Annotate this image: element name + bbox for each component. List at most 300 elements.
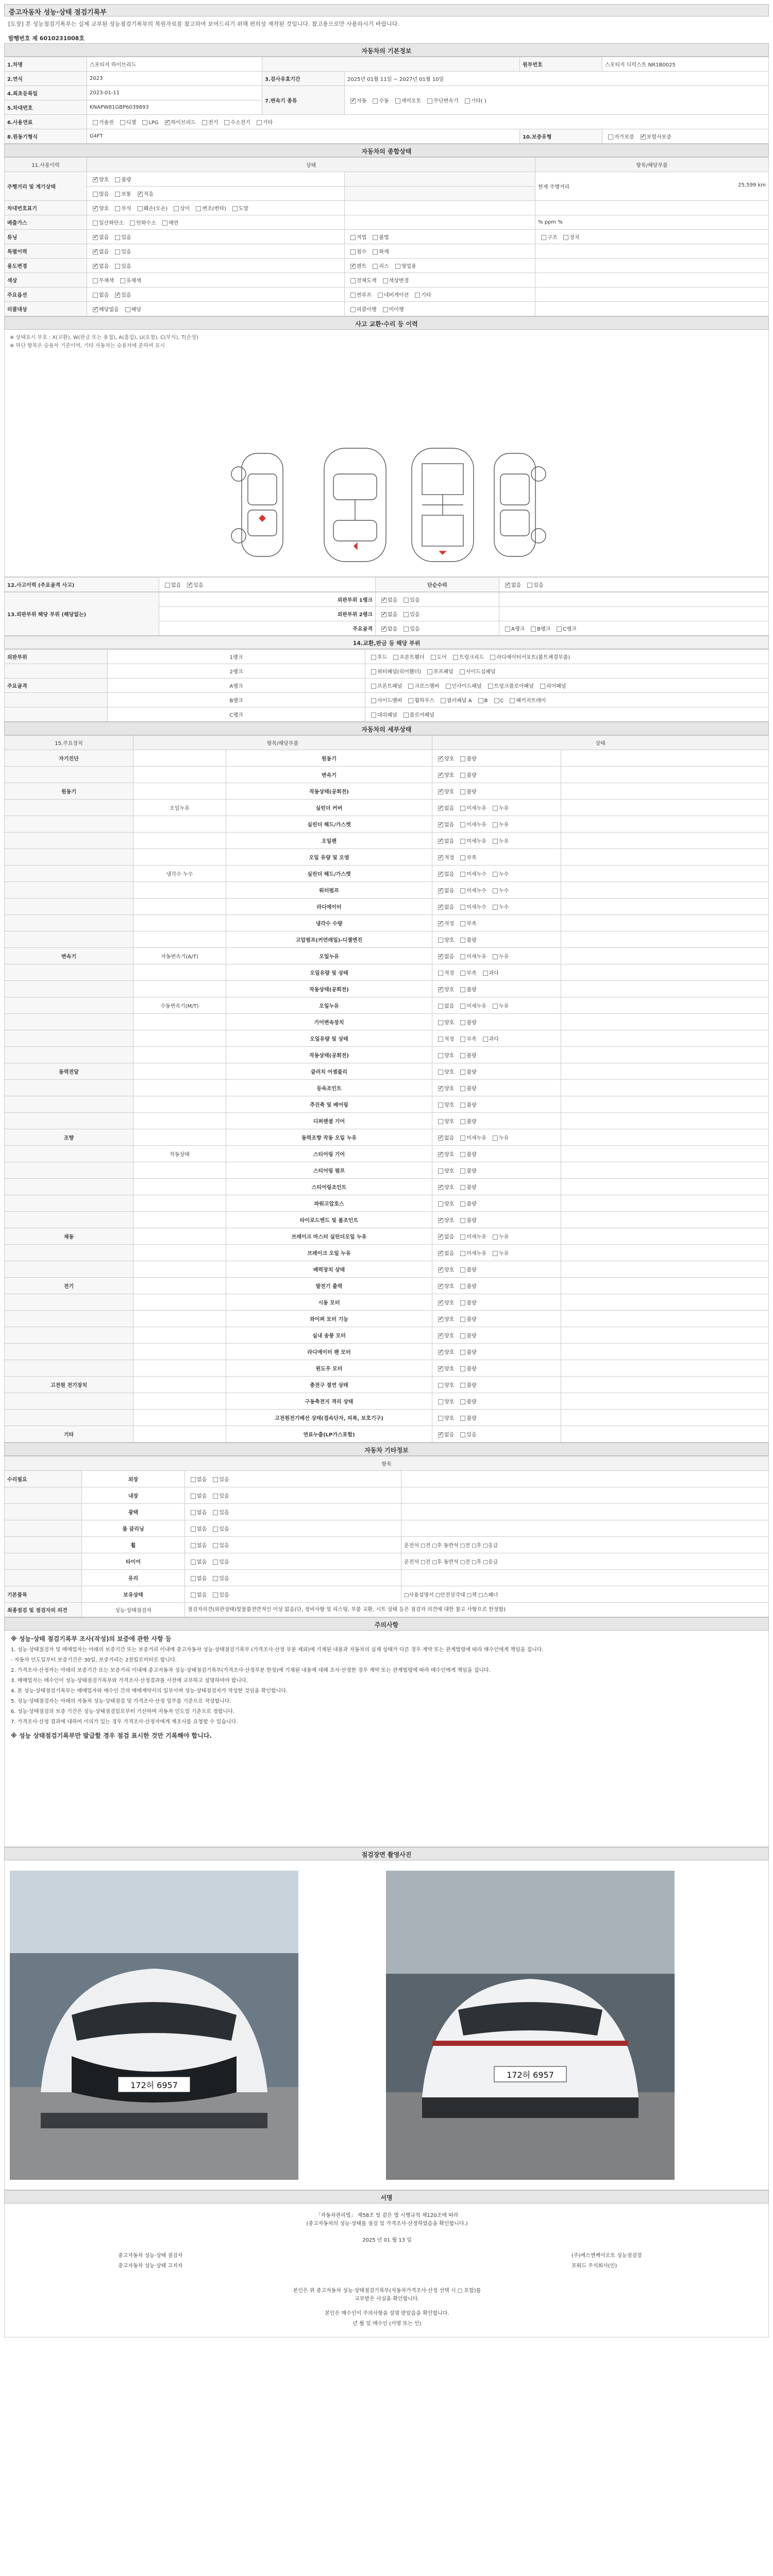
checkbox-icon[interactable] bbox=[191, 1527, 196, 1532]
checkbox-icon[interactable] bbox=[438, 1119, 443, 1124]
checkbox-icon[interactable] bbox=[404, 713, 409, 718]
checkbox-icon[interactable] bbox=[460, 806, 465, 811]
checkbox-icon[interactable] bbox=[383, 307, 388, 312]
parts-option[interactable] bbox=[485, 682, 534, 689]
detail-option[interactable] bbox=[457, 1265, 476, 1273]
main-frame-rank-option[interactable] bbox=[502, 624, 525, 632]
checkbox-icon[interactable] bbox=[460, 669, 465, 674]
checkbox-icon[interactable] bbox=[505, 626, 510, 632]
detail-option[interactable] bbox=[457, 1018, 476, 1026]
checkbox-icon[interactable] bbox=[373, 235, 378, 240]
checkbox-icon[interactable] bbox=[438, 1070, 443, 1075]
checkbox-icon[interactable] bbox=[115, 206, 120, 211]
parts-option[interactable] bbox=[424, 667, 453, 675]
checkbox-icon[interactable] bbox=[93, 278, 98, 283]
checkbox-icon[interactable] bbox=[115, 293, 120, 298]
checkbox-icon[interactable] bbox=[438, 1086, 443, 1091]
general-sub-option[interactable] bbox=[392, 262, 416, 269]
parts-option[interactable] bbox=[368, 682, 402, 689]
detail-option[interactable] bbox=[435, 1282, 454, 1290]
detail-option[interactable] bbox=[490, 804, 509, 811]
checkbox-icon[interactable] bbox=[191, 1494, 196, 1499]
checkbox-icon[interactable] bbox=[371, 655, 376, 660]
checkbox-icon[interactable] bbox=[138, 192, 143, 197]
parts-option[interactable] bbox=[537, 682, 566, 689]
checkbox-icon[interactable] bbox=[460, 921, 465, 926]
checkbox-icon[interactable] bbox=[483, 1037, 488, 1042]
checkbox-icon[interactable] bbox=[213, 1494, 218, 1499]
detail-option[interactable] bbox=[435, 820, 454, 828]
checkbox-icon[interactable] bbox=[488, 684, 493, 689]
checkbox-icon[interactable] bbox=[460, 1152, 465, 1157]
general-sub-option[interactable] bbox=[369, 247, 389, 255]
checkbox-icon[interactable] bbox=[395, 98, 400, 104]
checkbox-icon[interactable] bbox=[438, 1399, 443, 1404]
detail-option[interactable] bbox=[457, 1035, 476, 1042]
checkbox-icon[interactable] bbox=[460, 938, 465, 943]
checkbox-icon[interactable] bbox=[373, 249, 378, 255]
checkbox-icon[interactable] bbox=[460, 1185, 465, 1190]
checkbox-icon[interactable] bbox=[438, 954, 443, 959]
general-sub-option[interactable] bbox=[380, 305, 404, 313]
parts-option[interactable] bbox=[443, 682, 482, 689]
checkbox-icon[interactable] bbox=[460, 773, 465, 778]
detail-option[interactable] bbox=[435, 1364, 454, 1372]
detail-option[interactable] bbox=[435, 919, 454, 927]
checkbox-icon[interactable] bbox=[541, 235, 546, 240]
parts-option[interactable] bbox=[405, 696, 434, 704]
checkbox-icon[interactable] bbox=[438, 1020, 443, 1025]
checkbox-icon[interactable] bbox=[438, 822, 443, 827]
checkbox-icon[interactable] bbox=[438, 1037, 443, 1042]
checkbox-icon[interactable] bbox=[460, 1300, 465, 1306]
general-option[interactable] bbox=[127, 218, 156, 226]
checkbox-icon[interactable] bbox=[213, 1560, 218, 1565]
detail-option[interactable] bbox=[457, 919, 476, 927]
transmission-option[interactable] bbox=[347, 96, 366, 104]
checkbox-icon[interactable] bbox=[493, 839, 498, 844]
detail-option[interactable] bbox=[490, 952, 509, 960]
checkbox-icon[interactable] bbox=[381, 598, 386, 603]
detail-option[interactable] bbox=[457, 1430, 476, 1438]
mileage-option[interactable] bbox=[90, 190, 109, 197]
checkbox-icon[interactable] bbox=[162, 221, 167, 226]
checkbox-icon[interactable] bbox=[213, 1592, 218, 1598]
checkbox-icon[interactable] bbox=[257, 120, 262, 125]
parts-option[interactable] bbox=[428, 653, 447, 660]
general-option[interactable] bbox=[112, 247, 131, 255]
checkbox-icon[interactable] bbox=[460, 1234, 465, 1240]
general-option[interactable] bbox=[122, 305, 141, 313]
detail-option[interactable] bbox=[435, 1298, 454, 1306]
checkbox-icon[interactable] bbox=[138, 206, 143, 211]
checkbox-icon[interactable] bbox=[191, 1560, 196, 1565]
checkbox-icon[interactable] bbox=[438, 1218, 443, 1223]
detail-option[interactable] bbox=[457, 1100, 476, 1108]
general-option[interactable] bbox=[229, 204, 248, 212]
detail-option[interactable] bbox=[435, 886, 454, 894]
checkbox-icon[interactable] bbox=[460, 1251, 465, 1256]
general-sub-option[interactable] bbox=[347, 291, 372, 298]
detail-option[interactable] bbox=[435, 1035, 454, 1042]
detail-option[interactable] bbox=[490, 1232, 509, 1240]
parts-option[interactable] bbox=[368, 653, 387, 660]
mileage-option[interactable] bbox=[112, 190, 131, 197]
checkbox-icon[interactable] bbox=[460, 1020, 465, 1025]
detail-option[interactable] bbox=[457, 1117, 476, 1125]
main-frame-rank-option[interactable] bbox=[553, 624, 576, 632]
checkbox-icon[interactable] bbox=[478, 698, 483, 703]
detail-option[interactable] bbox=[435, 1397, 454, 1405]
checkbox-icon[interactable] bbox=[641, 134, 646, 140]
checkbox-icon[interactable] bbox=[438, 1251, 443, 1256]
checkbox-icon[interactable] bbox=[460, 905, 465, 910]
checkbox-icon[interactable] bbox=[438, 1267, 443, 1273]
checkbox-icon[interactable] bbox=[438, 855, 443, 860]
checkbox-icon[interactable] bbox=[493, 806, 498, 811]
detail-option[interactable] bbox=[457, 886, 486, 894]
checkbox-icon[interactable] bbox=[465, 98, 470, 104]
detail-option[interactable] bbox=[480, 1035, 499, 1042]
checkbox-icon[interactable] bbox=[460, 1317, 465, 1322]
detail-option[interactable] bbox=[457, 771, 476, 778]
checkbox-icon[interactable] bbox=[350, 278, 356, 283]
general-option[interactable] bbox=[90, 247, 109, 255]
checkbox-icon[interactable] bbox=[483, 971, 488, 976]
detail-option[interactable] bbox=[457, 1249, 486, 1257]
detail-option[interactable] bbox=[435, 1265, 454, 1273]
rank2-option[interactable] bbox=[378, 610, 397, 618]
parts-option[interactable] bbox=[368, 696, 402, 704]
checkbox-icon[interactable] bbox=[115, 235, 120, 240]
checkbox-icon[interactable] bbox=[427, 669, 432, 674]
checkbox-icon[interactable] bbox=[493, 822, 498, 827]
checkbox-icon[interactable] bbox=[395, 264, 400, 269]
checkbox-icon[interactable] bbox=[191, 1576, 196, 1581]
other-option[interactable] bbox=[210, 1508, 229, 1516]
checkbox-icon[interactable] bbox=[213, 1543, 218, 1548]
checkbox-icon[interactable] bbox=[460, 1037, 465, 1042]
general-option[interactable] bbox=[90, 291, 109, 298]
checkbox-icon[interactable] bbox=[213, 1477, 218, 1482]
detail-option[interactable] bbox=[457, 952, 486, 960]
checkbox-icon[interactable] bbox=[493, 1004, 498, 1009]
checkbox-icon[interactable] bbox=[460, 971, 465, 976]
checkbox-icon[interactable] bbox=[493, 1136, 498, 1141]
checkbox-icon[interactable] bbox=[438, 1234, 443, 1240]
checkbox-icon[interactable] bbox=[431, 655, 436, 660]
parts-option[interactable] bbox=[368, 710, 397, 718]
detail-option[interactable] bbox=[435, 1232, 454, 1240]
checkbox-icon[interactable] bbox=[174, 206, 179, 211]
detail-option[interactable] bbox=[457, 820, 486, 828]
checkbox-icon[interactable] bbox=[438, 1152, 443, 1157]
checkbox-icon[interactable] bbox=[404, 626, 409, 632]
detail-option[interactable] bbox=[480, 969, 499, 976]
fuel-option[interactable] bbox=[162, 118, 196, 126]
checkbox-icon[interactable] bbox=[438, 789, 443, 794]
detail-option[interactable] bbox=[457, 837, 486, 844]
checkbox-icon[interactable] bbox=[438, 905, 443, 910]
checkbox-icon[interactable] bbox=[115, 177, 120, 182]
checkbox-icon[interactable] bbox=[438, 1004, 443, 1009]
other-option[interactable] bbox=[210, 1557, 229, 1565]
checkbox-icon[interactable] bbox=[408, 698, 413, 703]
rank1-option[interactable] bbox=[400, 596, 419, 603]
checkbox-icon[interactable] bbox=[371, 669, 376, 674]
transmission-option[interactable] bbox=[392, 96, 422, 104]
checkbox-icon[interactable] bbox=[350, 249, 356, 255]
checkbox-icon[interactable] bbox=[460, 1432, 465, 1437]
detail-option[interactable] bbox=[457, 936, 476, 943]
detail-option[interactable] bbox=[457, 1067, 476, 1075]
detail-option[interactable] bbox=[457, 754, 476, 762]
checkbox-icon[interactable] bbox=[493, 888, 498, 893]
checkbox-icon[interactable] bbox=[608, 134, 613, 140]
parts-option[interactable] bbox=[475, 698, 488, 704]
checkbox-icon[interactable] bbox=[493, 1234, 498, 1240]
general-sub2-option[interactable] bbox=[538, 233, 557, 241]
checkbox-icon[interactable] bbox=[438, 987, 443, 992]
checkbox-icon[interactable] bbox=[120, 120, 125, 125]
checkbox-icon[interactable] bbox=[460, 1333, 465, 1338]
fuel-option[interactable] bbox=[221, 118, 250, 126]
checkbox-icon[interactable] bbox=[165, 583, 170, 588]
detail-option[interactable] bbox=[435, 1348, 454, 1355]
detail-option[interactable] bbox=[457, 1331, 476, 1339]
checkbox-icon[interactable] bbox=[438, 1383, 443, 1388]
detail-option[interactable] bbox=[457, 1414, 476, 1421]
checkbox-icon[interactable] bbox=[213, 1527, 218, 1532]
detail-option[interactable] bbox=[435, 952, 454, 960]
checkbox-icon[interactable] bbox=[191, 1592, 196, 1598]
checkbox-icon[interactable] bbox=[438, 1284, 443, 1289]
other-option[interactable] bbox=[188, 1590, 207, 1598]
simple-repair-option[interactable] bbox=[524, 581, 543, 588]
detail-option[interactable] bbox=[435, 1018, 454, 1026]
checkbox-icon[interactable] bbox=[93, 120, 98, 125]
checkbox-icon[interactable] bbox=[213, 1576, 218, 1581]
detail-option[interactable] bbox=[435, 1331, 454, 1339]
checkbox-icon[interactable] bbox=[441, 698, 446, 703]
detail-option[interactable] bbox=[457, 1298, 476, 1306]
checkbox-icon[interactable] bbox=[438, 971, 443, 976]
other-option[interactable] bbox=[188, 1557, 207, 1565]
parts-option[interactable] bbox=[491, 698, 504, 704]
checkbox-icon[interactable] bbox=[527, 583, 532, 588]
checkbox-icon[interactable] bbox=[505, 583, 510, 588]
general-sub-option[interactable] bbox=[369, 262, 389, 269]
checkbox-icon[interactable] bbox=[404, 598, 409, 603]
general-option[interactable] bbox=[112, 204, 131, 212]
checkbox-icon[interactable] bbox=[350, 98, 356, 104]
detail-option[interactable] bbox=[457, 1282, 476, 1290]
checkbox-icon[interactable] bbox=[415, 293, 420, 298]
checkbox-icon[interactable] bbox=[187, 583, 192, 588]
checkbox-icon[interactable] bbox=[371, 698, 376, 703]
checkbox-icon[interactable] bbox=[93, 192, 98, 197]
checkbox-icon[interactable] bbox=[490, 655, 495, 660]
checkbox-icon[interactable] bbox=[383, 278, 388, 283]
detail-option[interactable] bbox=[435, 1183, 454, 1191]
checkbox-icon[interactable] bbox=[438, 872, 443, 877]
detail-option[interactable] bbox=[435, 1414, 454, 1421]
detail-option[interactable] bbox=[435, 1067, 454, 1075]
parts-option[interactable] bbox=[487, 653, 570, 660]
checkbox-icon[interactable] bbox=[460, 954, 465, 959]
checkbox-icon[interactable] bbox=[120, 278, 125, 283]
accident-option[interactable] bbox=[184, 581, 203, 588]
detail-option[interactable] bbox=[457, 787, 476, 795]
detail-option[interactable] bbox=[457, 1133, 486, 1141]
checkbox-icon[interactable] bbox=[438, 806, 443, 811]
transmission-option[interactable] bbox=[424, 96, 458, 104]
accident-option[interactable] bbox=[162, 581, 181, 588]
checkbox-icon[interactable] bbox=[438, 1103, 443, 1108]
checkbox-icon[interactable] bbox=[460, 1070, 465, 1075]
detail-option[interactable] bbox=[457, 969, 476, 976]
checkbox-icon[interactable] bbox=[460, 1416, 465, 1421]
checkbox-icon[interactable] bbox=[493, 1251, 498, 1256]
parts-option[interactable] bbox=[405, 682, 439, 689]
checkbox-icon[interactable] bbox=[438, 1201, 443, 1207]
detail-option[interactable] bbox=[457, 1397, 476, 1405]
general-option[interactable] bbox=[112, 262, 131, 269]
other-option[interactable] bbox=[210, 1590, 229, 1598]
checkbox-icon[interactable] bbox=[460, 1103, 465, 1108]
detail-option[interactable] bbox=[457, 1199, 476, 1207]
checkbox-icon[interactable] bbox=[493, 905, 498, 910]
detail-option[interactable] bbox=[435, 903, 454, 910]
checkbox-icon[interactable] bbox=[232, 206, 238, 211]
checkbox-icon[interactable] bbox=[196, 206, 201, 211]
detail-option[interactable] bbox=[435, 1150, 454, 1158]
checkbox-icon[interactable] bbox=[460, 1053, 465, 1058]
rank2-option[interactable] bbox=[400, 610, 419, 618]
general-sub-option[interactable] bbox=[347, 262, 366, 269]
checkbox-icon[interactable] bbox=[408, 684, 413, 689]
other-option[interactable] bbox=[188, 1541, 207, 1549]
other-option[interactable] bbox=[210, 1541, 229, 1549]
general-option[interactable] bbox=[135, 204, 167, 212]
parts-option[interactable] bbox=[400, 710, 434, 718]
checkbox-icon[interactable] bbox=[438, 1185, 443, 1190]
detail-option[interactable] bbox=[457, 1183, 476, 1191]
general-option[interactable] bbox=[117, 276, 141, 284]
checkbox-icon[interactable] bbox=[460, 1267, 465, 1273]
checkbox-icon[interactable] bbox=[191, 1510, 196, 1515]
detail-option[interactable] bbox=[457, 1166, 476, 1174]
checkbox-icon[interactable] bbox=[381, 612, 386, 617]
checkbox-icon[interactable] bbox=[224, 120, 229, 125]
parts-option[interactable] bbox=[438, 696, 472, 704]
checkbox-icon[interactable] bbox=[93, 293, 98, 298]
other-option[interactable] bbox=[210, 1492, 229, 1499]
checkbox-icon[interactable] bbox=[438, 1317, 443, 1322]
checkbox-icon[interactable] bbox=[93, 177, 98, 182]
detail-option[interactable] bbox=[457, 853, 476, 861]
checkbox-icon[interactable] bbox=[460, 1383, 465, 1388]
checkbox-icon[interactable] bbox=[438, 1350, 443, 1355]
checkbox-icon[interactable] bbox=[438, 921, 443, 926]
checkbox-icon[interactable] bbox=[130, 221, 135, 226]
checkbox-icon[interactable] bbox=[460, 1086, 465, 1091]
detail-option[interactable] bbox=[490, 903, 509, 910]
detail-option[interactable] bbox=[435, 837, 454, 844]
parts-option[interactable] bbox=[457, 667, 496, 675]
checkbox-icon[interactable] bbox=[460, 1350, 465, 1355]
general-option[interactable] bbox=[90, 204, 109, 212]
other-option[interactable] bbox=[188, 1524, 207, 1532]
checkbox-icon[interactable] bbox=[438, 938, 443, 943]
other-option[interactable] bbox=[188, 1475, 207, 1483]
detail-option[interactable] bbox=[435, 1199, 454, 1207]
checkbox-icon[interactable] bbox=[438, 1053, 443, 1058]
detail-option[interactable] bbox=[490, 1133, 509, 1141]
checkbox-icon[interactable] bbox=[438, 1333, 443, 1338]
checkbox-icon[interactable] bbox=[202, 120, 207, 125]
general-sub-option[interactable] bbox=[347, 305, 377, 313]
checkbox-icon[interactable] bbox=[438, 1416, 443, 1421]
general-sub2-option[interactable] bbox=[560, 233, 579, 241]
general-option[interactable] bbox=[90, 218, 124, 226]
other-option[interactable] bbox=[210, 1574, 229, 1582]
detail-option[interactable] bbox=[457, 1002, 486, 1009]
general-sub-option[interactable] bbox=[347, 276, 377, 284]
warranty-option[interactable] bbox=[637, 132, 671, 140]
main-frame-option[interactable] bbox=[400, 624, 419, 632]
checkbox-icon[interactable] bbox=[460, 1136, 465, 1141]
detail-option[interactable] bbox=[490, 1249, 509, 1257]
checkbox-icon[interactable] bbox=[460, 839, 465, 844]
detail-option[interactable] bbox=[435, 1381, 454, 1388]
detail-option[interactable] bbox=[435, 754, 454, 762]
general-sub-option[interactable] bbox=[375, 291, 409, 298]
other-option[interactable] bbox=[188, 1574, 207, 1582]
fuel-option[interactable] bbox=[90, 118, 114, 126]
checkbox-icon[interactable] bbox=[438, 1136, 443, 1141]
general-sub-option[interactable] bbox=[347, 247, 366, 255]
checkbox-icon[interactable] bbox=[460, 1218, 465, 1223]
general-sub-option[interactable] bbox=[380, 276, 409, 284]
other-option[interactable] bbox=[210, 1475, 229, 1483]
checkbox-icon[interactable] bbox=[460, 888, 465, 893]
general-option[interactable] bbox=[90, 262, 109, 269]
warranty-option[interactable] bbox=[605, 132, 634, 140]
checkbox-icon[interactable] bbox=[460, 872, 465, 877]
detail-option[interactable] bbox=[490, 870, 509, 877]
detail-option[interactable] bbox=[457, 1232, 486, 1240]
other-option[interactable] bbox=[188, 1492, 207, 1499]
checkbox-icon[interactable] bbox=[531, 626, 536, 632]
checkbox-icon[interactable] bbox=[557, 626, 562, 632]
checkbox-icon[interactable] bbox=[460, 1366, 465, 1371]
fuel-option[interactable] bbox=[139, 120, 158, 126]
parts-option[interactable] bbox=[450, 653, 484, 660]
checkbox-icon[interactable] bbox=[438, 888, 443, 893]
general-option[interactable] bbox=[171, 204, 190, 212]
checkbox-icon[interactable] bbox=[350, 264, 356, 269]
checkbox-icon[interactable] bbox=[373, 264, 378, 269]
general-sub-option[interactable] bbox=[412, 291, 431, 298]
checkbox-icon[interactable] bbox=[438, 1432, 443, 1437]
checkbox-icon[interactable] bbox=[191, 1477, 196, 1482]
other-option[interactable] bbox=[210, 1524, 229, 1532]
parts-option[interactable] bbox=[368, 667, 421, 675]
detail-option[interactable] bbox=[435, 1216, 454, 1224]
checkbox-icon[interactable] bbox=[438, 1168, 443, 1174]
detail-option[interactable] bbox=[490, 886, 509, 894]
